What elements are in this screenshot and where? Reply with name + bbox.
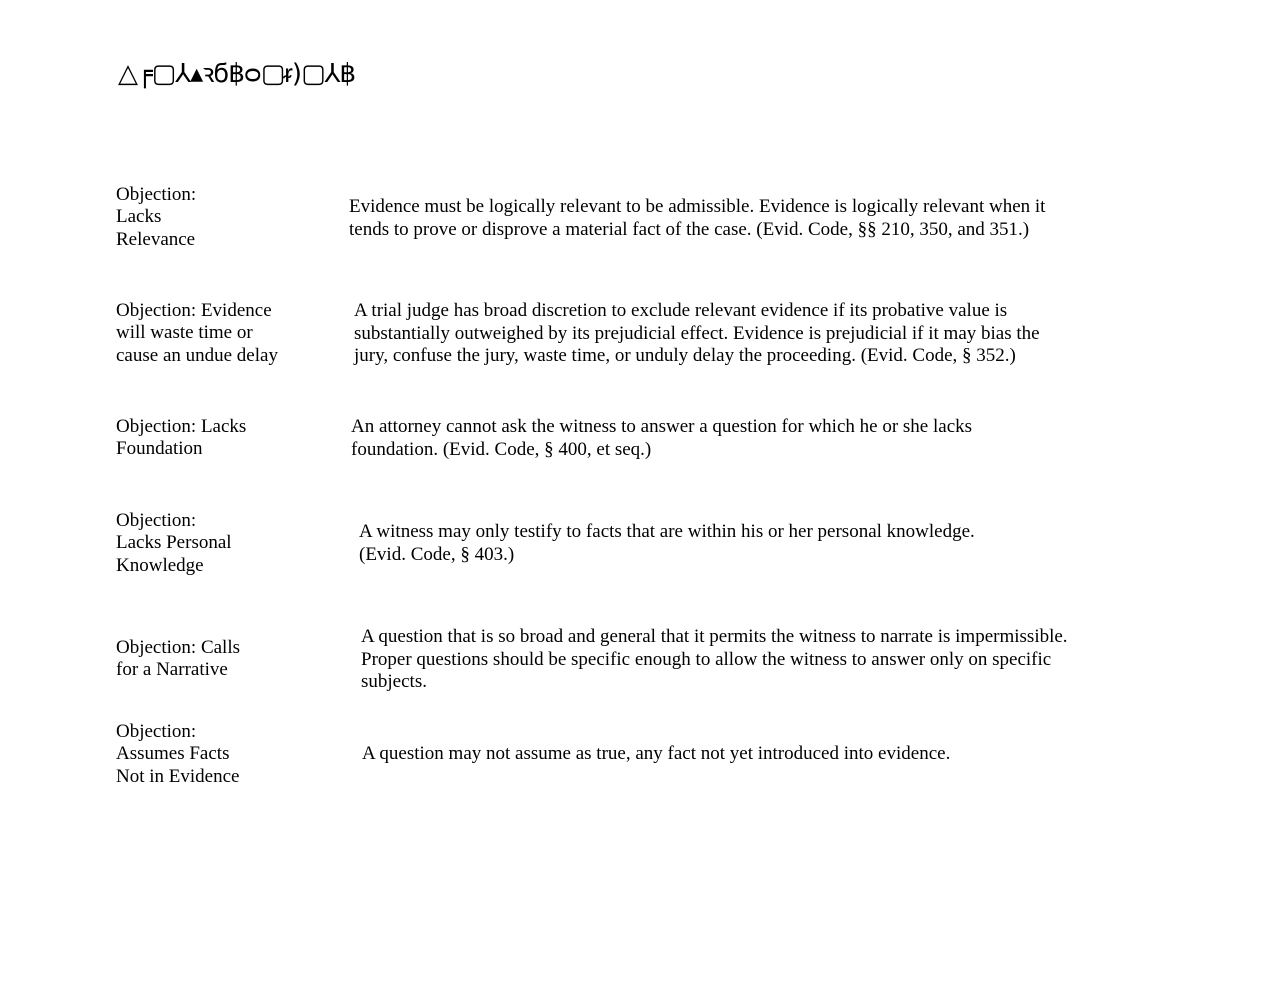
objection-description-narrative: A question that is so broad and general that it permits the witness to narrate is impermissible. Proper questions should be specific enough to allow the witness to answer only on specific subjects. bbox=[361, 626, 1068, 692]
objection-label-foundation: Objection: Lacks Foundation bbox=[116, 416, 247, 460]
objection-label-assumes-facts: Objection: Assumes Facts Not in Evidence bbox=[116, 721, 240, 787]
document-title: △╒▢⅄▴ꝛϭ฿ᴑ▢ᵲ)▢⅄฿ bbox=[118, 59, 356, 89]
objection-description-assumes-facts: A question may not assume as true, any fact not yet introduced into evidence. bbox=[362, 743, 951, 764]
objection-description-personal-knowledge: A witness may only testify to facts that are within his or her personal knowledge. (Evid. Code, § 403.) bbox=[359, 521, 975, 565]
objection-description-waste-time: A trial judge has broad discretion to exclude relevant evidence if its probative value is substantially outweighed by its prejudicial effect. Evidence is prejudicial if it may bias the jury, confuse the jury, waste time, or unduly delay the proceeding. (Evid. Code, § 352.) bbox=[354, 300, 1040, 366]
objection-description-relevance: Evidence must be logically relevant to be admissible. Evidence is logically relevant when it tends to prove or disprove a material fact of the case. (Evid. Code, §§ 210, 350, and 351.) bbox=[349, 196, 1046, 240]
objection-label-narrative: Objection: Calls for a Narrative bbox=[116, 637, 241, 681]
objection-label-relevance: Objection: Lacks Relevance bbox=[116, 184, 197, 250]
objection-label-personal-knowledge: Objection: Lacks Personal Knowledge bbox=[116, 510, 232, 576]
objection-label-waste-time: Objection: Evidence will waste time or cause an undue delay bbox=[116, 300, 278, 366]
objection-description-foundation: An attorney cannot ask the witness to answer a question for which he or she lacks foundation. (Evid. Code, § 400, et seq.) bbox=[351, 416, 973, 460]
